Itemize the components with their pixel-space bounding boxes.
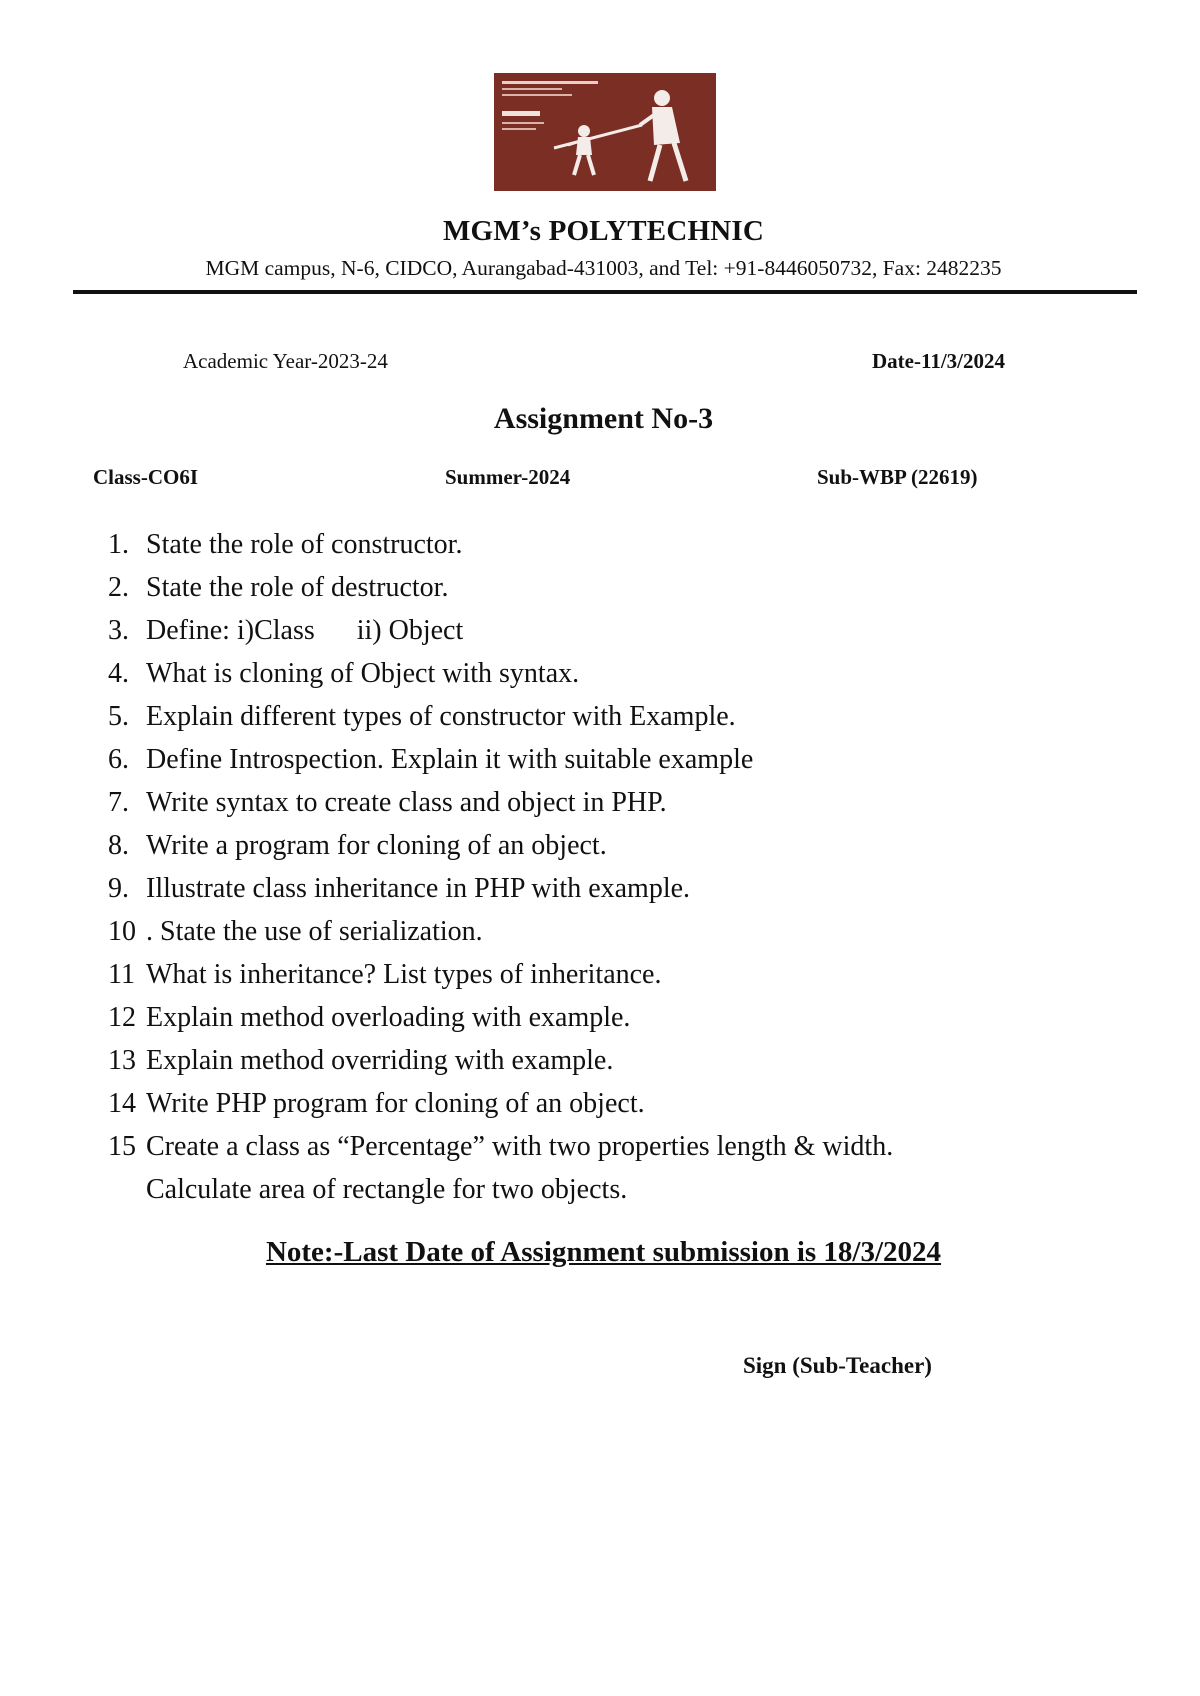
question-continuation: Calculate area of rectangle for two objects. xyxy=(146,1174,628,1205)
question-number: 4. xyxy=(108,658,129,689)
question-item xyxy=(100,569,1100,612)
question-text: Write a program for cloning of an object. xyxy=(146,830,607,861)
term-label: Summer-2024 xyxy=(445,465,571,489)
question-text: Create a class as “Percentage” with two properties length & width. xyxy=(146,1131,894,1162)
question-text: Define Introspection. Explain it with suitable example xyxy=(146,744,754,775)
question-item xyxy=(100,913,1100,956)
question-number: 10 xyxy=(108,916,136,947)
question-number: 7. xyxy=(108,787,129,818)
question-number: 9. xyxy=(108,873,129,904)
question-item xyxy=(100,612,1100,655)
subject-label: Sub-WBP (22619) xyxy=(817,465,978,489)
question-text: What is inheritance? List types of inheritance. xyxy=(146,959,662,990)
question-item xyxy=(100,1042,1100,1085)
question-text: Write syntax to create class and object in PHP. xyxy=(146,787,667,818)
teacher-signature-label: Sign (Sub-Teacher) xyxy=(743,1353,932,1378)
question-item xyxy=(100,999,1100,1042)
question-text: Explain method overloading with example. xyxy=(146,1002,631,1033)
question-number: 2. xyxy=(108,572,129,603)
question-item xyxy=(100,956,1100,999)
question-text: State the role of constructor. xyxy=(146,529,463,560)
question-item xyxy=(100,698,1100,741)
question-number: 8. xyxy=(108,830,129,861)
academic-year: Academic Year-2023-24 xyxy=(183,349,388,373)
institute-address: MGM campus, N-6, CIDCO, Aurangabad-431003, and Tel: +91-8446050732, Fax: 2482235 xyxy=(205,256,1002,280)
question-list xyxy=(100,526,1100,1205)
question-item xyxy=(100,741,1100,784)
question-text: What is cloning of Object with syntax. xyxy=(146,658,580,689)
question-number: 13 xyxy=(108,1045,136,1076)
question-number: 12 xyxy=(108,1002,136,1033)
question-number: 11 xyxy=(108,959,135,990)
question-text: Illustrate class inheritance in PHP with example. xyxy=(146,873,691,904)
institute-logo xyxy=(494,73,716,191)
question-item xyxy=(100,526,1100,569)
question-item xyxy=(100,870,1100,913)
question-number: 5. xyxy=(108,701,129,732)
assignment-date: Date-11/3/2024 xyxy=(872,349,1005,373)
question-item xyxy=(100,655,1100,698)
header-divider xyxy=(73,290,1137,294)
class-label: Class-CO6I xyxy=(93,465,199,489)
gandhi-child-logo-icon xyxy=(494,73,716,191)
question-number: 15 xyxy=(108,1131,136,1162)
question-item xyxy=(100,784,1100,827)
question-number: 14 xyxy=(108,1088,136,1119)
question-text: Explain different types of constructor with Example. xyxy=(146,701,736,732)
question-number: 3. xyxy=(108,615,129,646)
question-text: State the role of destructor. xyxy=(146,572,449,603)
assignment-title: Assignment No-3 xyxy=(493,402,714,435)
question-text: Explain method overriding with example. xyxy=(146,1045,614,1076)
institute-name: MGM’s POLYTECHNIC xyxy=(442,215,765,247)
question-item xyxy=(100,1128,1100,1205)
question-item xyxy=(100,827,1100,870)
submission-note: Note:-Last Date of Assignment submission is 18/3/2024 xyxy=(265,1236,942,1268)
question-text: Write PHP program for cloning of an object. xyxy=(146,1088,645,1119)
question-text: . State the use of serialization. xyxy=(146,916,483,947)
question-item xyxy=(100,1085,1100,1128)
question-text: Define: i)Class ii) Object xyxy=(146,615,464,646)
question-number: 6. xyxy=(108,744,129,775)
question-number: 1. xyxy=(108,529,129,560)
